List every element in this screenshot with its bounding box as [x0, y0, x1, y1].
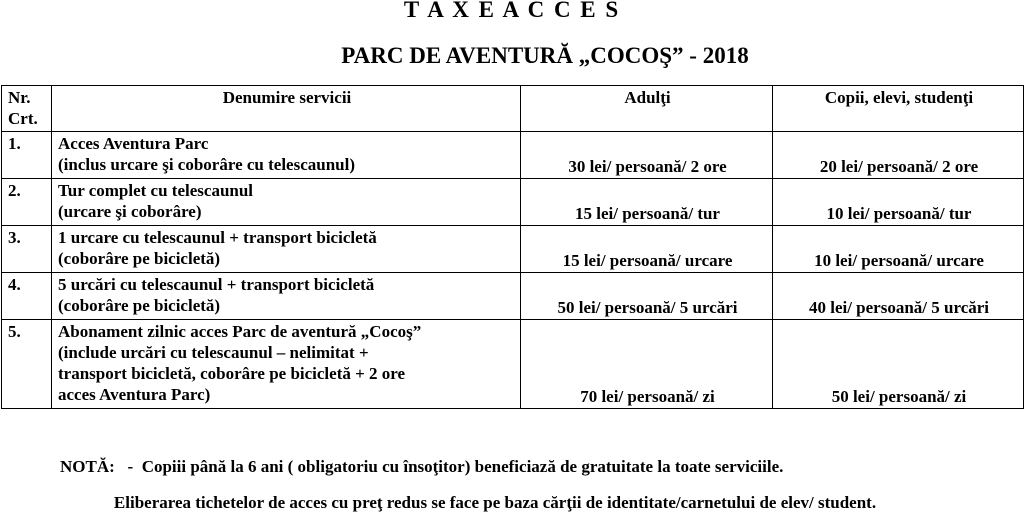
table-header-row [2, 86, 1024, 132]
price-children: 10 lei/ persoană/ urcare [773, 226, 1024, 273]
table-row [2, 226, 1024, 273]
note-text: NOTĂ: - Copiii până la 6 ani ( obligatoriu cu însoţitor) beneficiază de gratuitate la toate serviciile. [60, 457, 784, 476]
price-adults: 30 lei/ persoană/ 2 ore [521, 132, 773, 179]
service-line: (inclus urcare şi coborâre cu telescaunul) [58, 155, 356, 174]
row-service [52, 273, 521, 320]
service-line: transport bicicletă, coborâre pe bicicletă + 2 ore [58, 364, 406, 383]
service-line: Tur complet cu telescaunul [58, 181, 254, 200]
table-row [2, 320, 1024, 409]
page-title: T A X E A C C E S [403, 0, 621, 22]
service-line: (coborâre pe bicicletă) [58, 296, 221, 315]
header-nr-line: Crt. [8, 109, 38, 128]
row-nr: 5. [2, 320, 52, 409]
row-service [52, 226, 521, 273]
row-nr: 4. [2, 273, 52, 320]
service-line: Acces Aventura Parc [58, 134, 209, 153]
header-nr [2, 86, 52, 132]
row-service [52, 132, 521, 179]
page-subtitle: PARC DE AVENTURĂ „COCOŞ” - 2018 [341, 43, 749, 68]
price-adults: 15 lei/ persoană/ urcare [521, 226, 773, 273]
service-line: 1 urcare cu telescaunul + transport bicicletă [58, 228, 377, 247]
row-nr: 3. [2, 226, 52, 273]
price-children: 10 lei/ persoană/ tur [773, 179, 1024, 226]
service-line: (include urcări cu telescaunul – nelimitat + [58, 343, 369, 362]
service-line: 5 urcări cu telescaunul + transport bicicletă [58, 275, 375, 294]
table-row [2, 273, 1024, 320]
header-nr-line: Nr. [8, 88, 31, 107]
price-adults: 70 lei/ persoană/ zi [521, 320, 773, 409]
service-line: (coborâre pe bicicletă) [58, 249, 221, 268]
price-children: 40 lei/ persoană/ 5 urcări [773, 273, 1024, 320]
price-table [1, 85, 1024, 409]
price-adults: 50 lei/ persoană/ 5 urcări [521, 273, 773, 320]
row-nr: 1. [2, 132, 52, 179]
header-children: Copii, elevi, studenţi [773, 86, 1024, 132]
price-children: 50 lei/ persoană/ zi [773, 320, 1024, 409]
row-nr: 2. [2, 179, 52, 226]
header-adults: Adulţi [521, 86, 773, 132]
price-adults: 15 lei/ persoană/ tur [521, 179, 773, 226]
row-service [52, 179, 521, 226]
price-children: 20 lei/ persoană/ 2 ore [773, 132, 1024, 179]
row-service [52, 320, 521, 409]
table-row [2, 179, 1024, 226]
service-line: Abonament zilnic acces Parc de aventură „Cocoş” [58, 322, 422, 341]
table-row [2, 132, 1024, 179]
footer-text: Eliberarea tichetelor de acces cu preţ redus se face pe baza cărţii de identitate/carnetului de elev/ student. [113, 493, 877, 512]
header-service: Denumire servicii [52, 86, 521, 132]
service-line: acces Aventura Parc) [58, 385, 211, 404]
service-line: (urcare şi coborâre) [58, 202, 202, 221]
